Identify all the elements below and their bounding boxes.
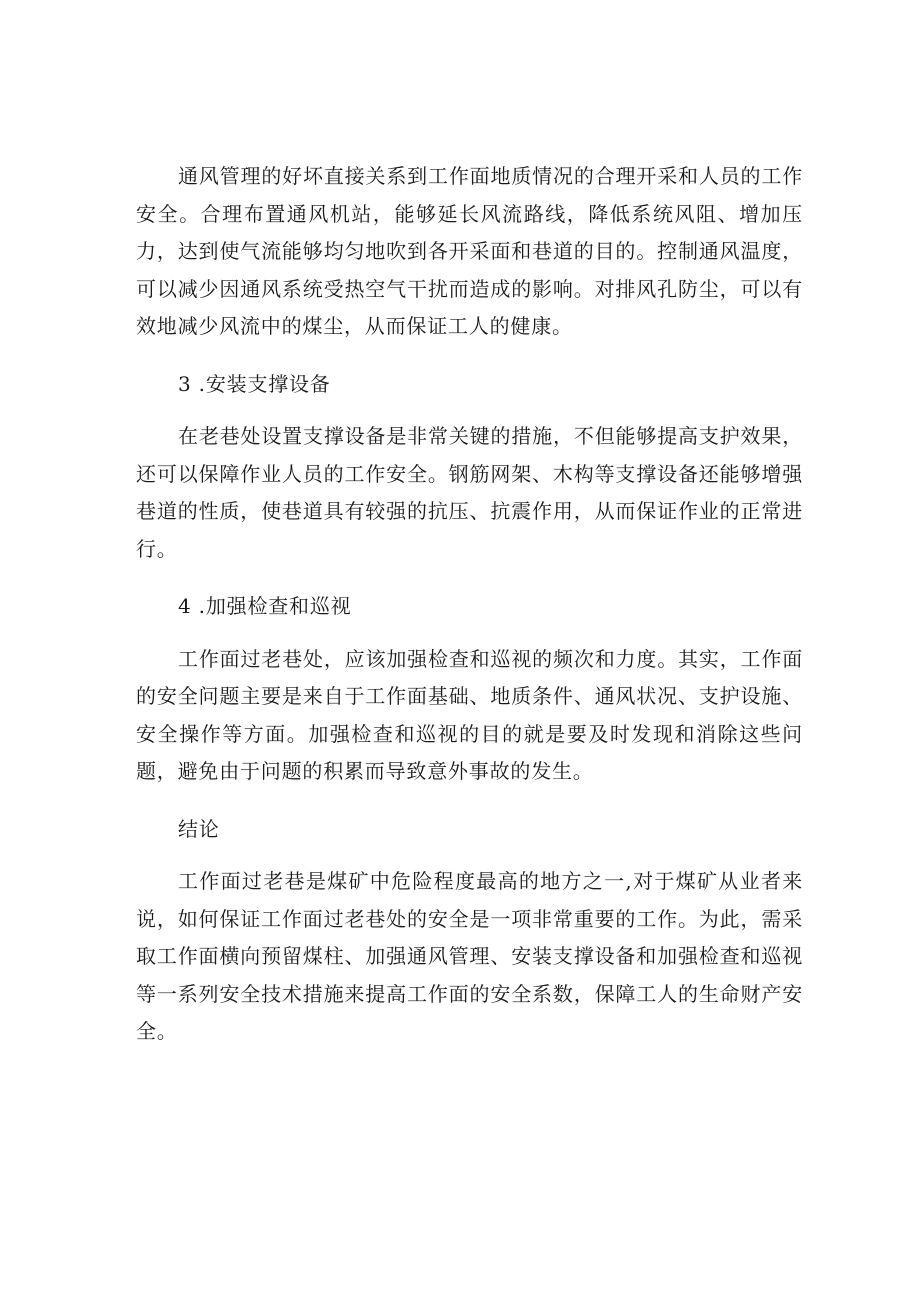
ventilation-paragraph: 通风管理的好坏直接关系到工作面地质情况的合理开采和人员的工作安全。合理布置通风机站，能够延长风流路线，降低系统风阻、增加压力，达到使气流能够均匀地吹到各开采面和巷道的目的。控制通风温度，可以减少因通风系统受热空气干扰而造成的影响。对排风孔防尘，可以有效地减少风流中的煤尘，从而保证工人的健康。 — [136, 164, 803, 338]
conclusion-heading: 结论 — [178, 816, 220, 841]
document-page — [136, 158, 803, 1051]
section-3-heading: 3 .安装支撑设备 — [178, 371, 331, 396]
section-4-heading: 4 .加强检查和巡视 — [178, 594, 352, 618]
support-equipment-paragraph: 在老巷处设置支撑设备是非常关键的措施，不但能够提高支护效果，还可以保障作业人员的工作安全。钢筋网架、木构等支撑设备还能够增强巷道的性质，使巷道具有较强的抗压、抗震作用，从而保证作业的正常进行。 — [136, 424, 803, 561]
conclusion-paragraph: 工作面过老巷是煤矿中危险程度最高的地方之一,对于煤矿从业者来说，如何保证工作面过老巷处的安全是一项非常重要的工作。为此，需采取工作面横向预留煤柱、加强通风管理、安装支撑设备和加强检查和巡视等一系列安全技术措施来提高工作面的安全系数，保障工人的生命财产安全。 — [136, 869, 803, 1043]
inspection-paragraph: 工作面过老巷处，应该加强检查和巡视的频次和力度。其实，工作面的安全问题主要是来自于工作面基础、地质条件、通风状况、支护设施、安全操作等方面。加强检查和巡视的目的就是要及时发现和消除这些问题，避免由于问题的积累而导致意外事故的发生。 — [136, 646, 803, 783]
